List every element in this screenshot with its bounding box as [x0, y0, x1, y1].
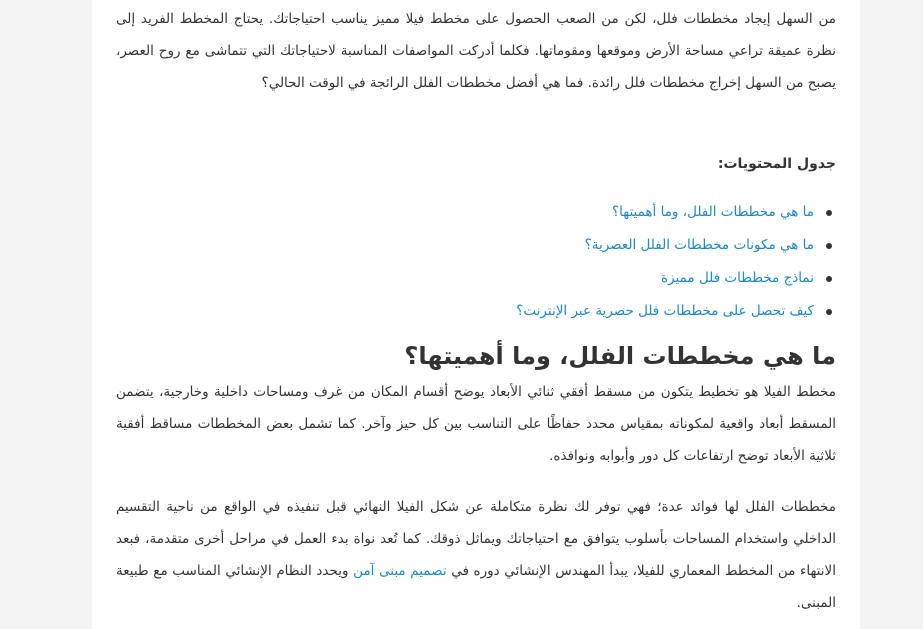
safe-building-design-link[interactable]: تصميم مبنى آمن [353, 563, 447, 579]
toc-link-importance[interactable]: ما هي مخططات الفلل، وما أهميتها؟ [611, 204, 814, 220]
section-heading: ما هي مخططات الفلل، وما أهميتها؟ [404, 342, 836, 370]
toc-link-online[interactable]: كيف تحصل على مخططات فلل حصرية عبر الإنترنت؟ [516, 303, 814, 319]
toc-link-components[interactable]: ما هي مكونات مخططات الفلل العصرية؟ [584, 237, 814, 253]
section-paragraph-1: مخطط الفيلا هو تخطيط يتكون من مسقط أفقي ثنائي الأبعاد يوضح أقسام المكان من غرف ومساحات داخلية وخارجية، يتضمن المسقط أبعاد واقعية لمكوناته بمقياس محدد حفاظًا على التناسب بين كل حيز وآخر. كما تشمل بعض المخططات مساقط أفقية ثلاثية الأبعاد توضح ارتفاعات كل دور وأبوابه ونوافذه. [116, 384, 836, 464]
intro-paragraph: من السهل إيجاد مخططات فلل، لكن من الصعب الحصول على مخطط فيلا مميز يناسب احتياجاتك. يحتاج المخطط الفريد إلى نظرة عميقة تراعي مساحة الأرض وموقعها ومقوماتها. فكلما أدركت المواصفات المناسبة لاحتياجاتك التي تتماشى مع روح العصر، يصبح من السهل إخراج مخططات فلل رائدة. فما هي أفضل مخططات الفلل الرائجة في الوقت الحالي؟ [116, 11, 836, 91]
article-content [92, 0, 860, 629]
table-of-contents [116, 196, 836, 328]
toc-title: جدول المحتويات: [717, 156, 836, 172]
paragraph-text: مخططات الفلل لها فوائد عدة؛ فهي توفر لك نظرة متكاملة عن شكل الفيلا النهائي قبل تنفيذه في الواقع من ناحية التقسيم الداخلي واستخدام المساحات بأسلوب يتوافق مع احتياجاتك ويماثل ذوقك. كما تُعد نواة بدء العمل في مراحل أخرى متقدمة، فبعد الانتهاء من المخطط المعماري للفيلا، يبدأ المهندس الإنشائي دوره في [116, 499, 836, 579]
section-paragraph-2 [116, 491, 836, 619]
toc-link-models[interactable]: نماذج مخططات فلل مميزة [661, 270, 814, 286]
toc-item [116, 196, 814, 229]
toc-item [116, 295, 814, 328]
toc-item [116, 229, 814, 262]
paragraph-text: ويحدد النظام الإنشائي المناسب مع طبيعة المبنى. [116, 563, 836, 611]
toc-item [116, 262, 814, 295]
